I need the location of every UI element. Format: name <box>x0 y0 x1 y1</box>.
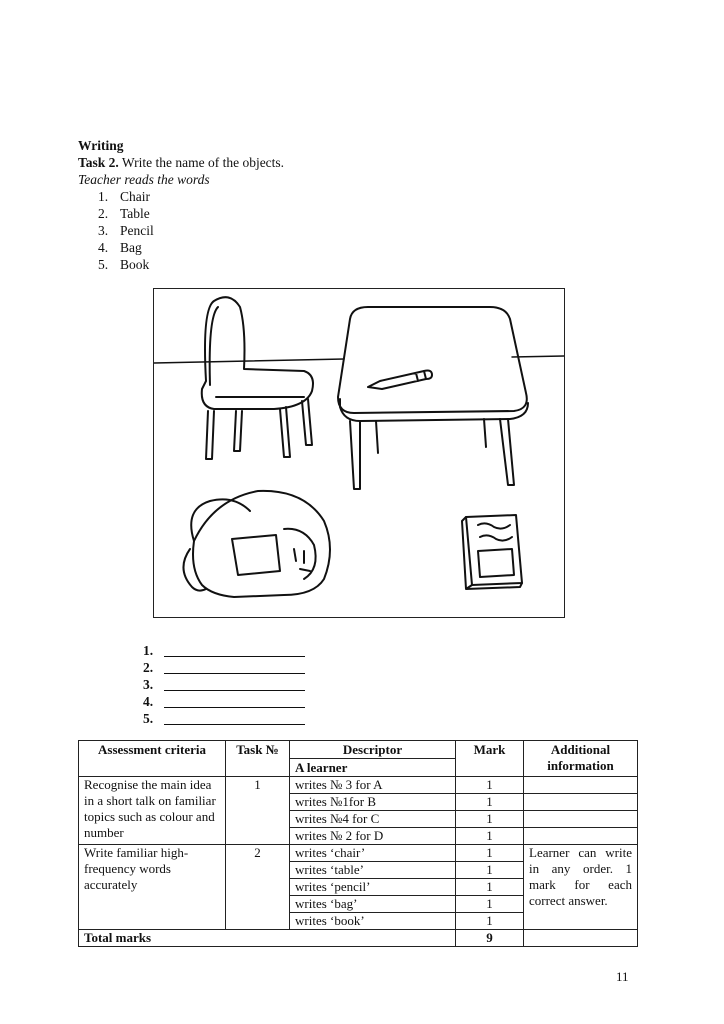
additional-cell <box>524 777 638 794</box>
word-list <box>98 188 154 273</box>
mark-cell: 1 <box>456 913 524 930</box>
mark-cell: 1 <box>456 896 524 913</box>
total-row <box>79 930 638 947</box>
table-icon <box>338 307 528 489</box>
answer-lines <box>143 642 305 727</box>
objects-picture <box>153 288 565 618</box>
additional-cell <box>524 794 638 811</box>
additional-cell <box>524 828 638 845</box>
task-text: Write the name of the objects. <box>118 155 285 170</box>
section-title: Writing <box>78 138 124 153</box>
task-cell: 1 <box>226 777 290 845</box>
mark-cell: 1 <box>456 862 524 879</box>
mark-cell: 1 <box>456 828 524 845</box>
mark-cell: 1 <box>456 794 524 811</box>
chair-icon <box>202 297 313 459</box>
list-item: 5. Book <box>98 257 150 272</box>
descriptor-cell: writes ‘pencil’ <box>290 879 456 896</box>
descriptor-cell: writes № 3 for A <box>290 777 456 794</box>
descriptor-cell: writes ‘chair’ <box>290 845 456 862</box>
mark-cell: 1 <box>456 777 524 794</box>
list-item: 3. Pencil <box>98 223 154 238</box>
descriptor-cell: writes ‘table’ <box>290 862 456 879</box>
answer-line: 5. <box>143 710 305 727</box>
table-row <box>79 845 638 862</box>
bag-icon <box>183 491 330 597</box>
mark-cell: 1 <box>456 845 524 862</box>
answer-blank[interactable] <box>164 711 305 725</box>
teacher-note: Teacher reads the words <box>78 172 210 187</box>
list-item: 4. Bag <box>98 240 142 255</box>
mark-cell: 1 <box>456 811 524 828</box>
answer-line: 2. <box>143 659 305 676</box>
descriptor-cell: writes №4 for C <box>290 811 456 828</box>
descriptor-cell: writes № 2 for D <box>290 828 456 845</box>
answer-blank[interactable] <box>164 677 305 691</box>
header-additional: Additional information <box>524 741 638 777</box>
list-item: 1. Chair <box>98 189 150 204</box>
mark-cell: 1 <box>456 879 524 896</box>
book-icon <box>462 515 522 589</box>
header-descriptor-sub: A learner <box>290 759 456 777</box>
header-descriptor: Descriptor <box>290 741 456 759</box>
answer-blank[interactable] <box>164 643 305 657</box>
task-cell: 2 <box>226 845 290 930</box>
pencil-icon <box>368 371 432 390</box>
table-row <box>79 777 638 794</box>
answer-line: 1. <box>143 642 305 659</box>
descriptor-cell: writes №1for B <box>290 794 456 811</box>
page-number: 11 <box>616 969 629 984</box>
additional-info-cell: Learner can write in any order. 1 mark for each correct answer. <box>524 845 638 930</box>
total-value: 9 <box>456 930 524 947</box>
descriptor-cell: writes ‘book’ <box>290 913 456 930</box>
answer-blank[interactable] <box>164 694 305 708</box>
descriptor-cell: writes ‘bag’ <box>290 896 456 913</box>
task-instruction <box>78 154 284 171</box>
additional-cell <box>524 811 638 828</box>
list-item: 2. Table <box>98 206 150 221</box>
header-mark: Mark <box>456 741 524 777</box>
header-criteria: Assessment criteria <box>79 741 226 777</box>
assessment-table <box>78 740 638 947</box>
header-task: Task № <box>226 741 290 777</box>
answer-blank[interactable] <box>164 660 305 674</box>
answer-line: 4. <box>143 693 305 710</box>
total-label: Total marks <box>79 930 456 947</box>
answer-line: 3. <box>143 676 305 693</box>
task-label: Task 2. <box>78 155 119 170</box>
criteria-cell: Write familiar high-frequency words accurately <box>79 845 226 930</box>
task-heading <box>78 137 284 188</box>
total-empty-cell <box>524 930 638 947</box>
criteria-cell: Recognise the main idea in a short talk on familiar topics such as colour and number <box>79 777 226 845</box>
